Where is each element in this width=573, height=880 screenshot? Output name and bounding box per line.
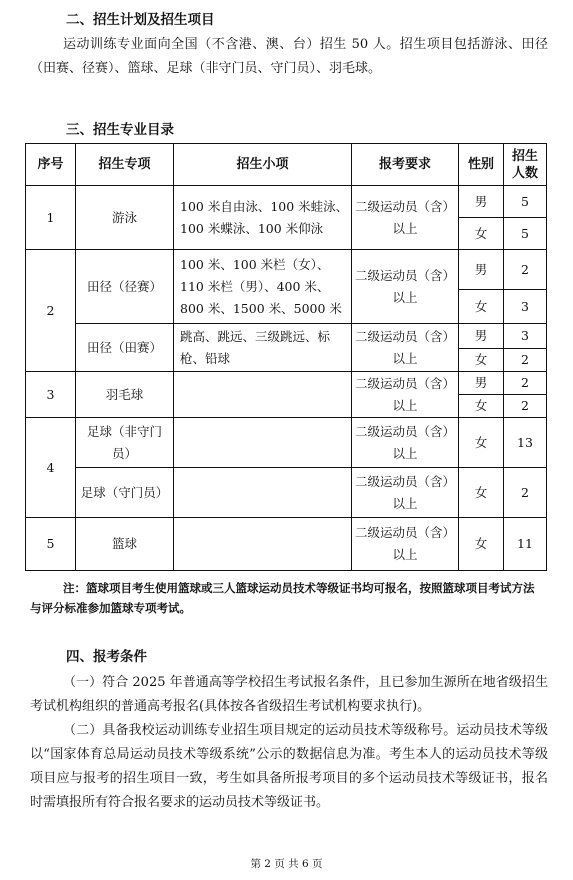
section-heading-conditions: 四、报考条件: [66, 649, 147, 665]
row-count: 5: [504, 186, 547, 218]
row-gender: 女: [459, 418, 504, 468]
row-items: [174, 468, 352, 518]
row-gender: 女: [459, 218, 504, 250]
header-sport: 招生专项: [76, 144, 174, 186]
row-items: 100 米自由泳、100 米蛙泳、100 米蝶泳、100 米仰泳: [174, 186, 352, 250]
section-heading-catalog: 三、招生专业目录: [66, 122, 174, 138]
row-count: 11: [504, 518, 547, 571]
row-sport: 田径（田赛）: [76, 324, 174, 372]
row-count: 2: [504, 349, 547, 372]
table-row: [26, 468, 547, 518]
row-requirement: 二级运动员（含）以上: [352, 468, 459, 518]
table-row: [26, 186, 547, 218]
row-count: 13: [504, 418, 547, 468]
row-items: [174, 372, 352, 418]
table-header-row: [26, 144, 547, 186]
row-count: 2: [504, 372, 547, 395]
table-row: [26, 250, 547, 290]
admission-catalog-table: [25, 143, 547, 571]
row-sport: 游泳: [76, 186, 174, 250]
row-no: 5: [26, 518, 76, 571]
row-count: 2: [504, 468, 547, 518]
header-items: 招生小项: [174, 144, 352, 186]
row-sport: 羽毛球: [76, 372, 174, 418]
header-count: 招生人数: [504, 144, 547, 186]
row-count: 2: [504, 395, 547, 418]
plan-paragraph: 运动训练专业面向全国（不含港、澳、台）招生 50 人。招生项目包括游泳、田径（田赛、径赛）、篮球、足球（非守门员、守门员）、羽毛球。: [30, 37, 548, 76]
row-gender: 男: [459, 250, 504, 290]
row-no: 2: [26, 250, 76, 372]
condition-paragraph-1: （一）符合 2025 年普通高等学校招生考试报名条件，且已参加生源所在地省级招生考试机构组织的普通高考报名(具体按各省级招生考试机构要求执行)。: [30, 675, 548, 714]
row-sport: 田径（径赛）: [76, 250, 174, 324]
row-sport: 足球（非守门员）: [76, 418, 174, 468]
row-items: [174, 418, 352, 468]
row-sport: 足球（守门员）: [76, 468, 174, 518]
row-gender: 女: [459, 468, 504, 518]
row-items: 100 米、100 米栏（女）、110 米栏（男）、400 米、800 米、1500 米、5000 米: [174, 250, 352, 324]
row-gender: 男: [459, 324, 504, 349]
table-row: [26, 372, 547, 395]
header-gender: 性别: [459, 144, 504, 186]
header-requirement: 报考要求: [352, 144, 459, 186]
section-heading-plan: 二、招生计划及招生项目: [66, 12, 215, 28]
condition-paragraph-2: （二）具备我校运动训练专业招生项目规定的运动员技术等级称号。运动员技术等级以“国家体育总局运动员技术等级系统”公示的数据信息为准。考生本人的运动员技术等级项目应与报考的招生项目一致，考生如具备所报考项目的多个运动员技术等级证书，报名时需填报所有符合报名要求的运动员技术等级证书。: [30, 723, 548, 810]
row-count: 5: [504, 218, 547, 250]
row-count: 2: [504, 250, 547, 290]
row-gender: 男: [459, 186, 504, 218]
row-count: 3: [504, 290, 547, 324]
row-requirement: 二级运动员（含）以上: [352, 324, 459, 372]
row-items: 跳高、跳远、三级跳远、标枪、铅球: [174, 324, 352, 372]
table-row: [26, 518, 547, 571]
page-number-footer: 第 2 页 共 6 页: [250, 858, 323, 870]
table-note: 注：篮球项目考生使用篮球或三人篮球运动员技术等级证书均可报名，按照篮球项目考试方法与评分标准参加篮球专项考试。: [30, 581, 535, 615]
table-row: [26, 324, 547, 349]
row-requirement: 二级运动员（含）以上: [352, 518, 459, 571]
row-no: 4: [26, 418, 76, 518]
row-requirement: 二级运动员（含）以上: [352, 372, 459, 418]
row-requirement: 二级运动员（含）以上: [352, 250, 459, 324]
table-row: [26, 418, 547, 468]
row-gender: 女: [459, 395, 504, 418]
header-no: 序号: [26, 144, 76, 186]
row-items: [174, 518, 352, 571]
row-requirement: 二级运动员（含）以上: [352, 186, 459, 250]
row-gender: 女: [459, 290, 504, 324]
row-count: 3: [504, 324, 547, 349]
row-requirement: 二级运动员（含）以上: [352, 418, 459, 468]
row-gender: 女: [459, 518, 504, 571]
row-no: 1: [26, 186, 76, 250]
row-no: 3: [26, 372, 76, 418]
row-gender: 男: [459, 372, 504, 395]
row-gender: 女: [459, 349, 504, 372]
row-sport: 篮球: [76, 518, 174, 571]
